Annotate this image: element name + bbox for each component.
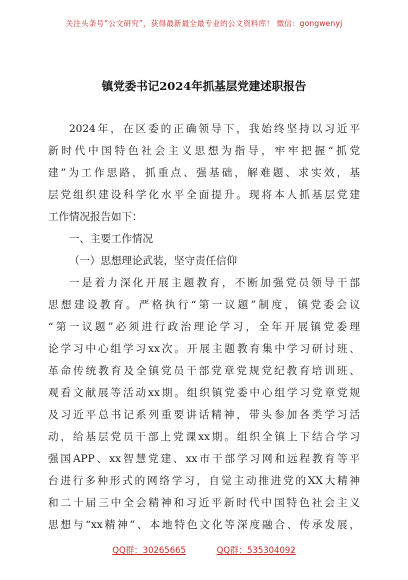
paragraph-line: 论学习中心组学习xx次。开展主题教育集中学习研讨班、 — [48, 343, 360, 355]
paragraph-line: 观看文献展等活动xx期。组织镇党委中心组学习党章党规 — [48, 387, 360, 399]
paragraph-line: 思想建设教育。严格执行“第一议题”制度，镇党委会议 — [48, 299, 360, 311]
footer-qq-group-1: QQ群：30265665 — [112, 546, 186, 556]
paragraph-line: 层党组织建设科学化水平全面提升。现将本人抓基层党建 — [48, 189, 360, 201]
document-body — [48, 118, 360, 536]
paragraph-line: 思想与“xx精神”、本地特色文化等深度融合、传承发展， — [48, 519, 360, 531]
paragraph-line: 强国APP、xx智慧党建、xx市干部学习网和远程教育等平 — [48, 453, 360, 465]
paragraph-line: 和二十届三中全会精神和习近平新时代中国特色社会主义 — [48, 497, 360, 509]
paragraph-line: 新时代中国特色社会主义思想为指导，牢牢把握“抓党 — [48, 145, 360, 157]
footer-contact — [0, 544, 408, 556]
paragraph-line: 2024年，在区委的正确领导下，我始终坚持以习近平 — [69, 123, 360, 135]
document-title: 镇党委书记2024年抓基层党建述职报告 — [101, 79, 307, 93]
section-heading: 一、主要工作情况 — [69, 233, 153, 245]
header-banner: 关注头条号“公文研究”，获得最新最全最专业的公文资料库！ 微信：gongwenyj — [65, 19, 343, 28]
paragraph-line: 革命传统教育及全镇党员干部党章党规党纪教育培训班、 — [48, 365, 360, 377]
paragraph-line: 一是着力深化开展主题教育，不断加强党员领导干部 — [69, 277, 360, 289]
paragraph-line: “第一议题”必须进行政治理论学习，全年开展镇党委理 — [48, 321, 360, 333]
paragraph-line: 动，给基层党员干部上党课xx期。组织全镇上下结合学习 — [48, 431, 360, 443]
paragraph-line: 建”为工作思路，抓重点、强基础，解难题、求实效，基 — [48, 167, 360, 179]
footer-qq-group-2: QQ群：535304092 — [216, 546, 296, 556]
paragraph-line: 工作情况报告如下： — [48, 211, 143, 223]
paragraph-line: 台进行多种形式的网络学习，自觉主动推进党的XX大精神 — [48, 475, 360, 487]
subsection-heading: （一）思想理论武装，坚守责任信仰 — [69, 255, 237, 267]
paragraph-line: 及习近平总书记系列重要讲话精神，带头参加各类学习活 — [48, 409, 360, 421]
